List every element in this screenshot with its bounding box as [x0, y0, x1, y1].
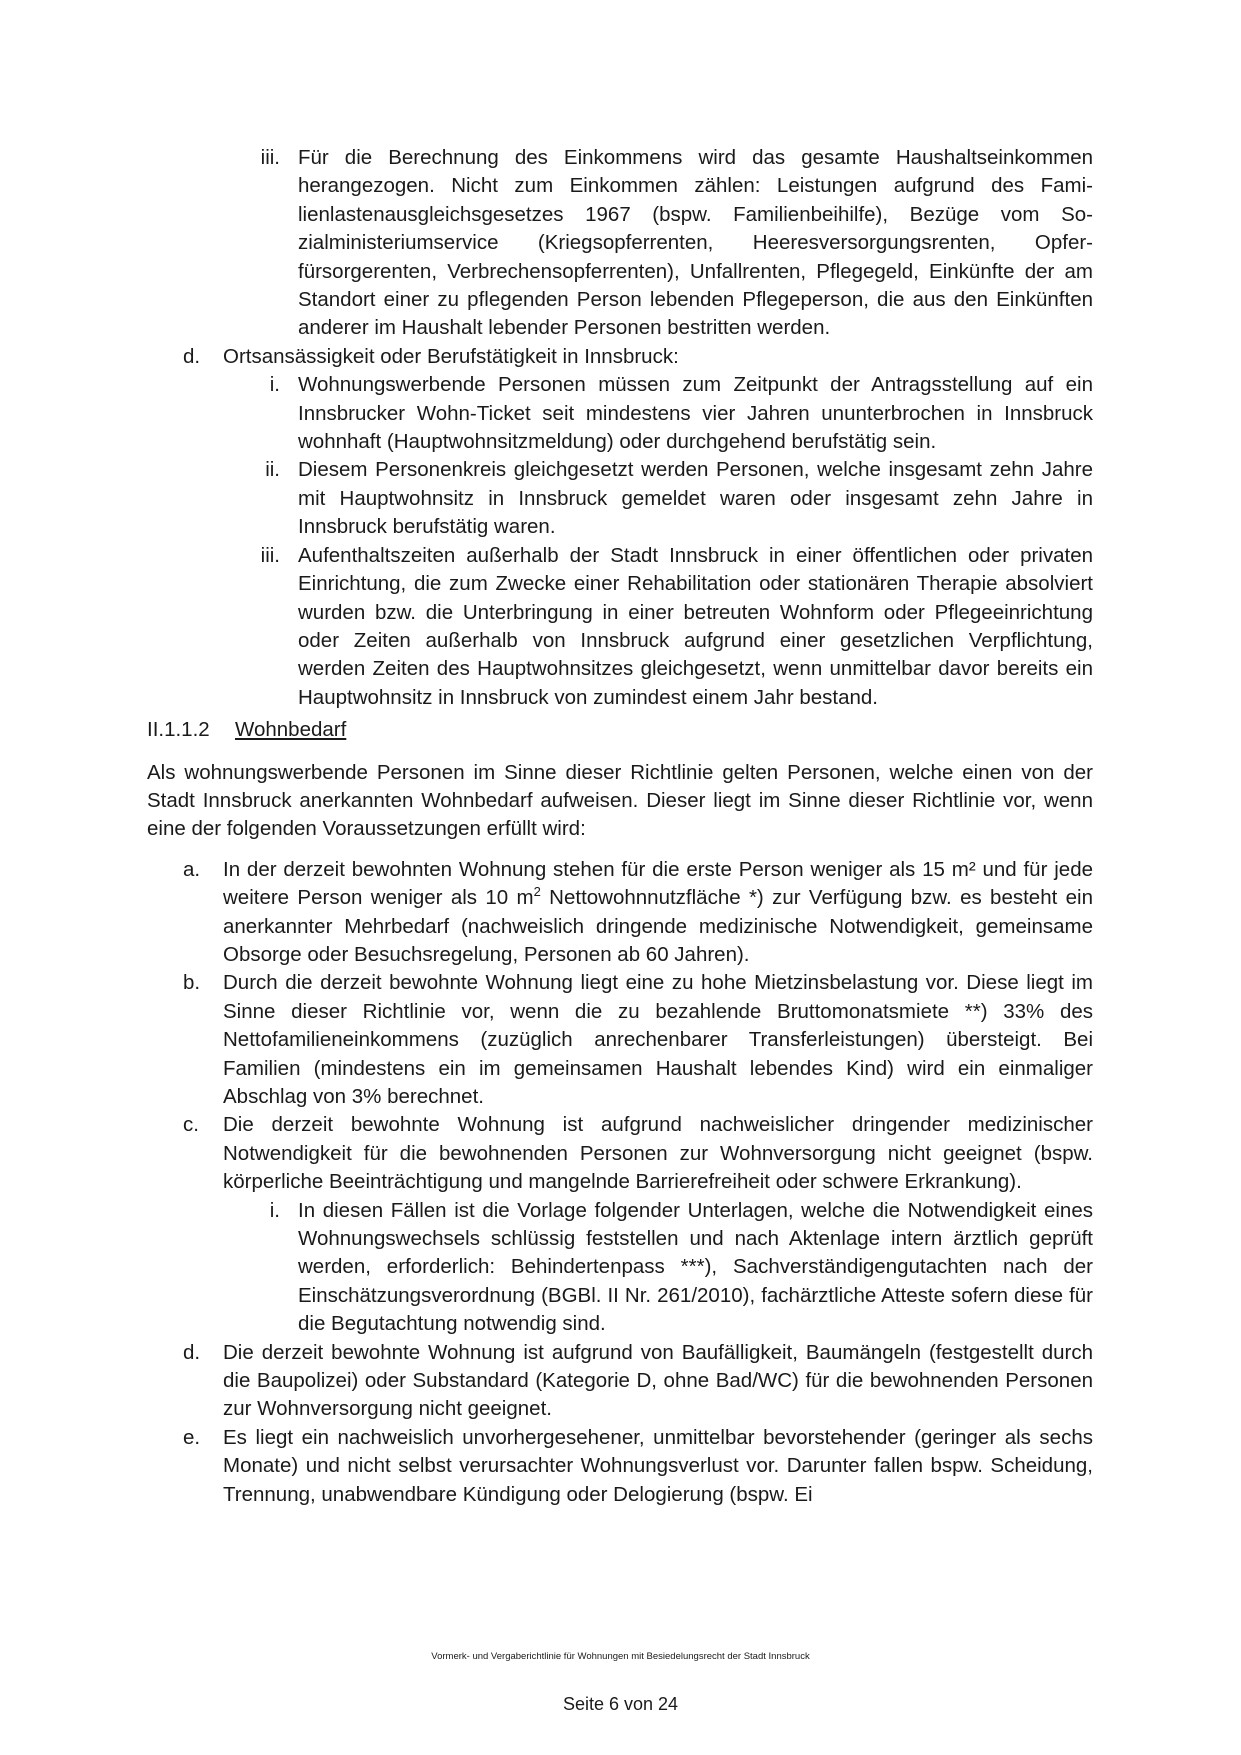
list-marker: c. [183, 1113, 199, 1137]
page-number: Seite 6 von 24 [562, 1694, 679, 1714]
list-item-d-i [147, 371, 1093, 456]
list-item-text: Aufenthaltszeiten außerhalb der Stadt Innsbruck in einer öffentlichen oder privaten Einrichtung, die zum Zwecke einer Rehabilitation oder stationären Therapie absolviert wurden bzw. die Unterbringung in einer betreuten Wohnform oder Pflegeeinrichtung oder Zeiten außerhalb von Innsbruck aufgrund einer gesetzlichen Verpflichtung, werden Zeiten des Hauptwohnsitzes gleichgesetzt, wenn unmittelbar davor bereits ein Hauptwohnsitz in Innsbruck von zumindest einem Jahr bestand. [298, 543, 1093, 709]
list-item-b [147, 969, 1093, 1111]
list-item-text: Die derzeit bewohnte Wohnung ist aufgrund von Baufälligkeit, Baumängeln (festgestellt durch die Baupolizei) oder Substandard (Kategorie D, ohne Bad/WC) für die bewohnenden Personen zur Wohnversorgung nicht geeignet. [223, 1340, 1093, 1421]
intro-paragraph: Als wohnungswerbende Personen im Sinne dieser Richtlinie gelten Personen, welche einen von der Stadt Innsbruck anerkannten Wohnbedarf aufweisen. Dieser liegt im Sinne dieser Richtlinie vor, wenn eine der folgenden Voraussetzungen erfüllt wird: [147, 760, 1093, 841]
list-item-text: Die derzeit bewohnte Wohnung ist aufgrund nachweislicher dringender medizinischer Notwendigkeit für die bewohnenden Personen zur Wohnversorgung nicht geeignet (bspw. körperliche Beeinträchtigung und mangelnde Barrierefreiheit oder schwere Erkrankung). [223, 1113, 1093, 1194]
list-marker: iii. [260, 146, 280, 169]
list-item-a [147, 856, 1093, 970]
list-item-d-iii [147, 542, 1093, 712]
footer-note: Vormerk- und Vergaberichtlinie für Wohnungen mit Besiedelungsrecht der Stadt Innsbruck [431, 1651, 810, 1662]
list-marker: i. [269, 1198, 280, 1222]
list-marker: b. [183, 971, 201, 995]
list-item-text: In diesen Fällen ist die Vorlage folgender Unterlagen, welche die Notwendigkeit eines Wohnungswechsels schlüssig feststellen und nach Aktenlage intern ärztlich geprüft werden, erforderlich: Behindertenpass ***), Sachverständigengutachten nach der Einschätzungsverordnung (BGBl. II Nr. 261/2010), fachärztliche Atteste sofern diese für die Begutachtung notwendig sind. [298, 1198, 1093, 1336]
document-body [147, 144, 1093, 1509]
list-marker: d. [183, 344, 201, 368]
list-item-text: Es liegt ein nachweislich unvorhergesehener, unmittelbar bevorstehender (geringer als sechs Monate) und nicht selbst verursachter Wohnungsverlust vor. Darunter fallen bspw. Scheidung, Trennung, unabwendbare Kündigung oder Delogierung (bspw. Ei [223, 1425, 1093, 1506]
section-heading [147, 716, 1093, 744]
list-marker: iii. [260, 543, 280, 567]
list-item-text: Ortsansässigkeit oder Berufstätigkeit in Innsbruck: [223, 344, 679, 368]
list-item-c-iii [147, 144, 1093, 343]
list-item-text: Durch die derzeit bewohnte Wohnung liegt eine zu hohe Mietzinsbelastung vor. Diese liegt im Sinne dieser Richtlinie vor, wenn die zu bezahlende Bruttomonatsmiete **) 33% des Nettofamilieneinkommens (zuzüglich anrechenbarer Transferleistungen) übersteigt. Bei Familien (mindestens ein im gemeinsamen Haushalt lebendes Kind) wird ein einmaliger Abschlag von 3% berechnet. [223, 971, 1093, 1108]
list-item-text: Wohnungswerbende Personen müssen zum Zeitpunkt der Antragsstellung auf ein Innsbrucker Wohn-Ticket seit mindestens vier Jahren ununterbrochen in Innsbruck wohnhaft (Hauptwohnsitzmeldung) oder durchgehend berufstätig sein. [298, 373, 1093, 454]
list-marker: d. [183, 1340, 201, 1364]
list-item-d-residency [147, 343, 1093, 371]
list-item-text: In der derzeit bewohnten Wohnung stehen für die erste Person weniger als 15 m² und für jede weitere Person weniger als 10 m [223, 857, 1093, 910]
list-marker: a. [183, 857, 201, 881]
section-number: II.1.1.2 [147, 718, 210, 742]
section-title: Wohnbedarf [235, 718, 347, 742]
list-item-text-continued: Nettowohnnutzfläche *) zur Verfügung bzw. es besteht ein anerkannter Mehrbedarf (nachweislich dringende medizinische Notwendigkeit, gemeinsame Obsorge oder Besuchsregelung, Personen ab 60 Jahren). [223, 886, 1093, 966]
list-item-e [147, 1424, 1093, 1509]
list-item-c-i [147, 1197, 1093, 1339]
list-marker: e. [183, 1425, 201, 1449]
list-item-d-ii [147, 456, 1093, 541]
list-item-c [147, 1111, 1093, 1196]
list-item-text: Für die Berechnung des Einkommens wird das gesamte Haushaltseinkommen herangezogen. Nicht zum Einkommen zählen: Leistungen aufgrund des Familienlastenausgleichsgesetzes 1967 (bspw. Familienbeihilfe), Bezüge vom Sozialministeriumservice (Kriegsopferrenten, Heeresversorgungsrenten, Opferfürsorgerenten, Verbrechensopferrenten), Unfallrenten, Pflegegeld, Einkünfte der am Standort einer zu pflegenden Person lebenden Pflegeperson, die aus den Einkünften anderer im Haushalt lebender Personen bestritten werden. [298, 146, 1093, 340]
list-item-d [147, 1339, 1093, 1424]
list-marker: ii. [265, 458, 280, 482]
superscript: 2 [533, 884, 541, 900]
list-marker: i. [269, 373, 280, 397]
list-item-text: Diesem Personenkreis gleichgesetzt werden Personen, welche insgesamt zehn Jahre mit Hauptwohnsitz in Innsbruck gemeldet waren oder insgesamt zehn Jahre in Innsbruck berufstätig waren. [298, 458, 1093, 539]
